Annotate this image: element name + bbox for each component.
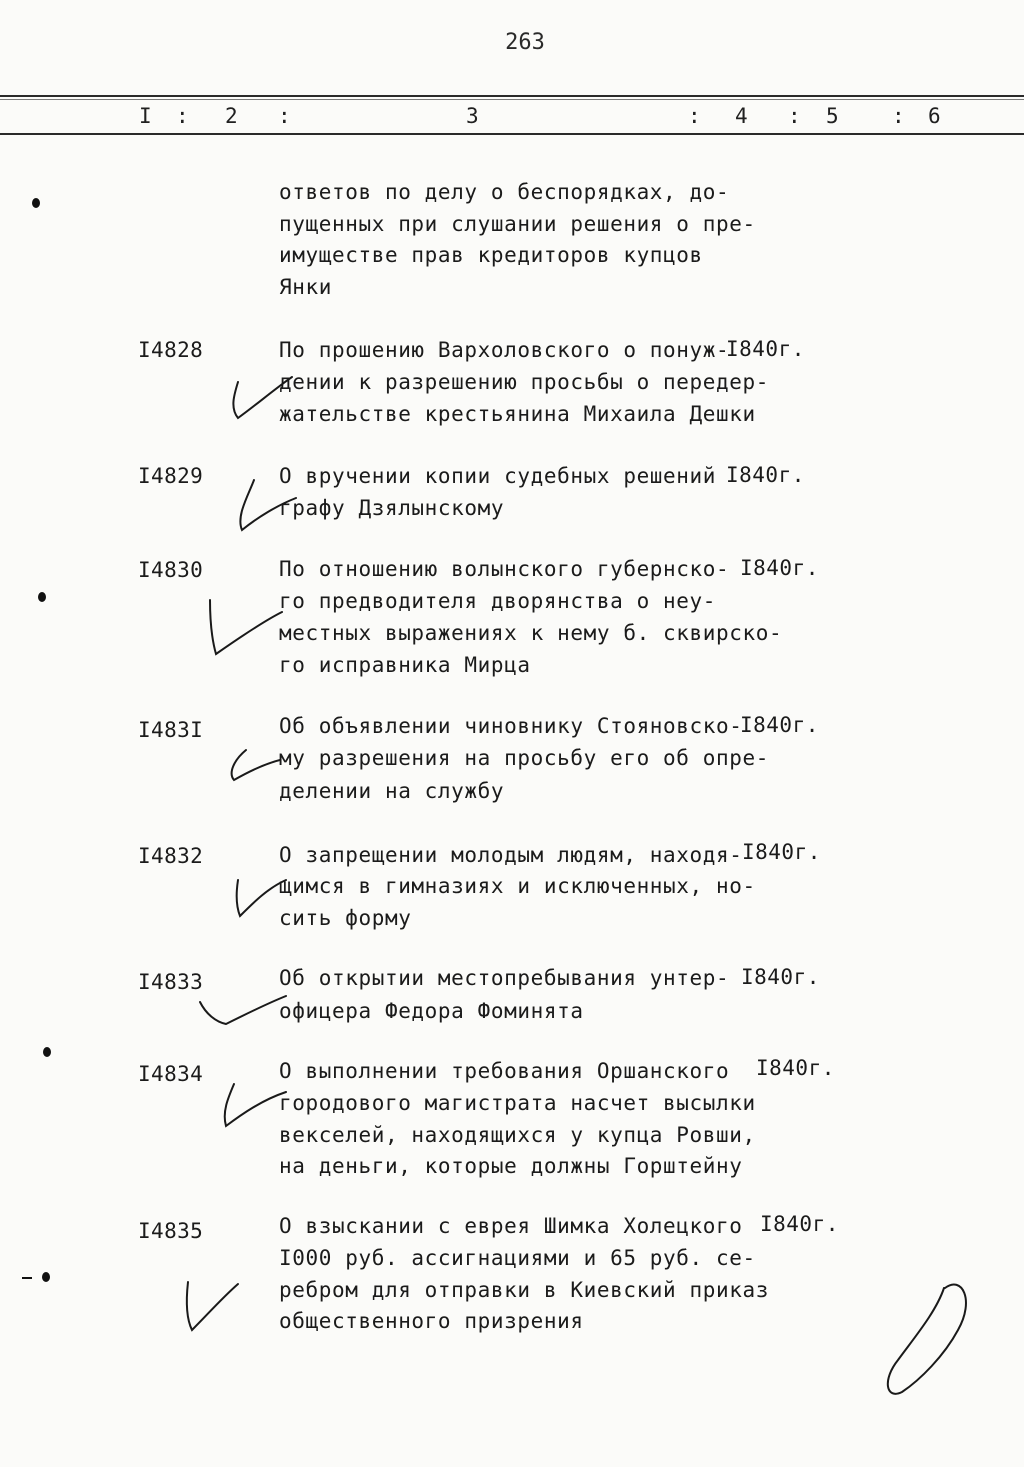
entry-number: I483I bbox=[138, 718, 204, 742]
entry-number: I4835 bbox=[138, 1219, 204, 1243]
entry-line: общественного призрения bbox=[279, 1309, 584, 1333]
header-top-rule bbox=[0, 95, 1024, 97]
column-header-3: 3 bbox=[466, 104, 479, 128]
entry-number: I4829 bbox=[138, 464, 204, 488]
entry-number: I4832 bbox=[138, 844, 204, 868]
entry-line: городового магистрата насчет высылки bbox=[279, 1091, 756, 1115]
intro-line: пущенных при слушании решения о пре- bbox=[279, 212, 756, 236]
check-mark-icon bbox=[187, 1282, 238, 1330]
entry-line: графу Дзялынскому bbox=[279, 496, 505, 520]
header-bottom-rule bbox=[0, 133, 1024, 135]
signature-mark bbox=[888, 1284, 966, 1393]
entry-line: Об объявлении чиновнику Стояновско- bbox=[279, 714, 743, 738]
entry-line: ребром для отправки в Киевский приказ bbox=[279, 1278, 769, 1302]
column-separator: : bbox=[688, 104, 701, 128]
column-header-2: 2 bbox=[225, 104, 238, 128]
entry-number: I4828 bbox=[138, 338, 204, 362]
entry-line: О вручении копии судебных решений bbox=[279, 464, 717, 488]
check-mark-icon bbox=[200, 996, 286, 1024]
entry-line: Об открытии местопребывания унтер- bbox=[279, 966, 730, 990]
entry-line: местных выражениях к нему б. сквирско- bbox=[279, 621, 783, 645]
entry-line: офицера Федора Фоминята bbox=[279, 999, 584, 1023]
column-header-5: 5 bbox=[826, 104, 839, 128]
column-header-1: I bbox=[139, 104, 152, 128]
binding-hole-mark bbox=[32, 198, 40, 208]
entry-line: По отношению волынского губернско- bbox=[279, 557, 730, 581]
intro-line: ответов по делу о беспорядках, до- bbox=[279, 180, 730, 204]
entry-year: I840г. bbox=[742, 840, 821, 864]
entry-line: щимся в гимназиях и исключенных, но- bbox=[279, 874, 756, 898]
intro-line: Янки bbox=[279, 275, 332, 299]
binding-hole-mark bbox=[43, 1047, 51, 1057]
check-mark-icon bbox=[225, 1084, 286, 1126]
entry-year: I840г. bbox=[726, 337, 805, 361]
entry-year: I840г. bbox=[741, 965, 820, 989]
entry-line: I000 руб. ассигнациями и 65 руб. се- bbox=[279, 1246, 756, 1270]
check-mark-icon bbox=[210, 600, 282, 654]
entry-line: О выполнении требования Оршанского bbox=[279, 1059, 730, 1083]
header-top-rule-thin bbox=[0, 99, 1024, 100]
entry-line: О запрещении молодым людям, находя- bbox=[279, 843, 743, 867]
entry-line: векселей, находящихся у купца Ровши, bbox=[279, 1123, 756, 1147]
column-header-4: 4 bbox=[735, 104, 748, 128]
entry-line: го исправника Мирца bbox=[279, 653, 531, 677]
column-separator: : bbox=[176, 104, 189, 128]
entry-number: I4834 bbox=[138, 1062, 204, 1086]
column-header-6: 6 bbox=[928, 104, 941, 128]
entry-line: сить форму bbox=[279, 906, 412, 930]
entry-line: жательстве крестьянина Михаила Дешки bbox=[279, 402, 756, 426]
binding-hole-mark bbox=[38, 592, 46, 602]
entry-line: му разрешения на просьбу его об опре- bbox=[279, 746, 769, 770]
entry-year: I840г. bbox=[740, 713, 819, 737]
entry-year: I840г. bbox=[726, 463, 805, 487]
binding-hole-mark bbox=[42, 1272, 50, 1282]
entry-line: делении на службу bbox=[279, 779, 505, 803]
entry-line: По прошению Вархоловского о понуж- bbox=[279, 338, 730, 362]
check-mark-icon bbox=[232, 750, 280, 780]
binding-dash-mark bbox=[22, 1277, 32, 1279]
column-separator: : bbox=[788, 104, 801, 128]
entry-year: I840г. bbox=[756, 1056, 835, 1080]
entry-number: I4830 bbox=[138, 558, 204, 582]
entry-line: на деньги, которые должны Горштейну bbox=[279, 1154, 743, 1178]
entry-line: го предводителя дворянства о неу- bbox=[279, 589, 717, 613]
entry-number: I4833 bbox=[138, 970, 204, 994]
entry-line: дении к разрешению просьбы о передер- bbox=[279, 370, 769, 394]
entry-line: О взыскании с еврея Шимка Холецкого bbox=[279, 1214, 743, 1238]
entry-year: I840г. bbox=[740, 556, 819, 580]
column-separator: : bbox=[278, 104, 291, 128]
intro-line: имуществе прав кредиторов купцов bbox=[279, 243, 703, 267]
entry-year: I840г. bbox=[760, 1212, 839, 1236]
column-separator: : bbox=[892, 104, 905, 128]
page-number: 263 bbox=[505, 30, 545, 55]
